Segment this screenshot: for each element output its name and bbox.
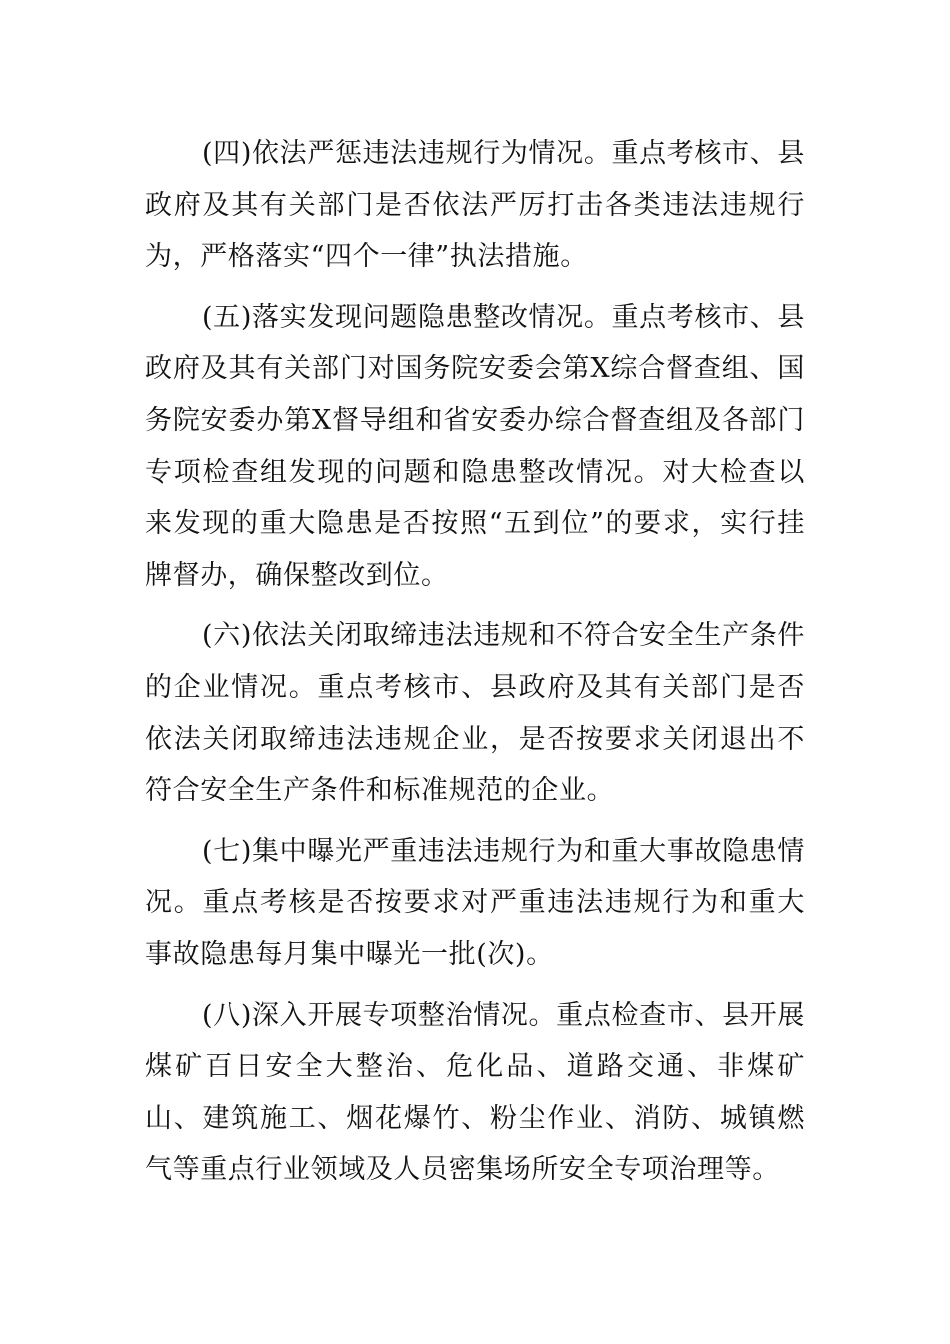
- paragraph-7-public-exposure: (七)集中曝光严重违法违规行为和重大事故隐患情况。重点考核是否按要求对严重违法违规行为和重大事故隐患每月集中曝光一批(次)。: [145, 835, 805, 970]
- paragraph-5-hazard-rectification: (五)落实发现问题隐患整改情况。重点考核市、县政府及其有关部门对国务院安委会第X综合督查组、国务院安委办第X督导组和省安委办综合督查组及各部门专项检查组发现的问题和隐患整改情况。对大检查以来发现的重大隐患是否按照“五到位”的要求，实行挂牌督办，确保整改到位。: [145, 301, 805, 591]
- paragraph-8-special-rectification: (八)深入开展专项整治情况。重点检查市、县开展煤矿百日安全大整治、危化品、道路交通、非煤矿山、建筑施工、烟花爆竹、粉尘作业、消防、城镇燃气等重点行业领域及人员密集场所安全专项治理等。: [145, 999, 805, 1186]
- paragraph-4-law-enforcement: (四)依法严惩违法违规行为情况。重点考核市、县政府及其有关部门是否依法严厉打击各类违法违规行为，严格落实“四个一律”执法措施。: [145, 138, 805, 273]
- document-body: [145, 128, 805, 1205]
- paragraph-6-close-illegal-enterprises: (六)依法关闭取缔违法违规和不符合安全生产条件的企业情况。重点考核市、县政府及其有关部门是否依法关闭取缔违法违规企业，是否按要求关闭退出不符合安全生产条件和标准规范的企业。: [145, 620, 805, 807]
